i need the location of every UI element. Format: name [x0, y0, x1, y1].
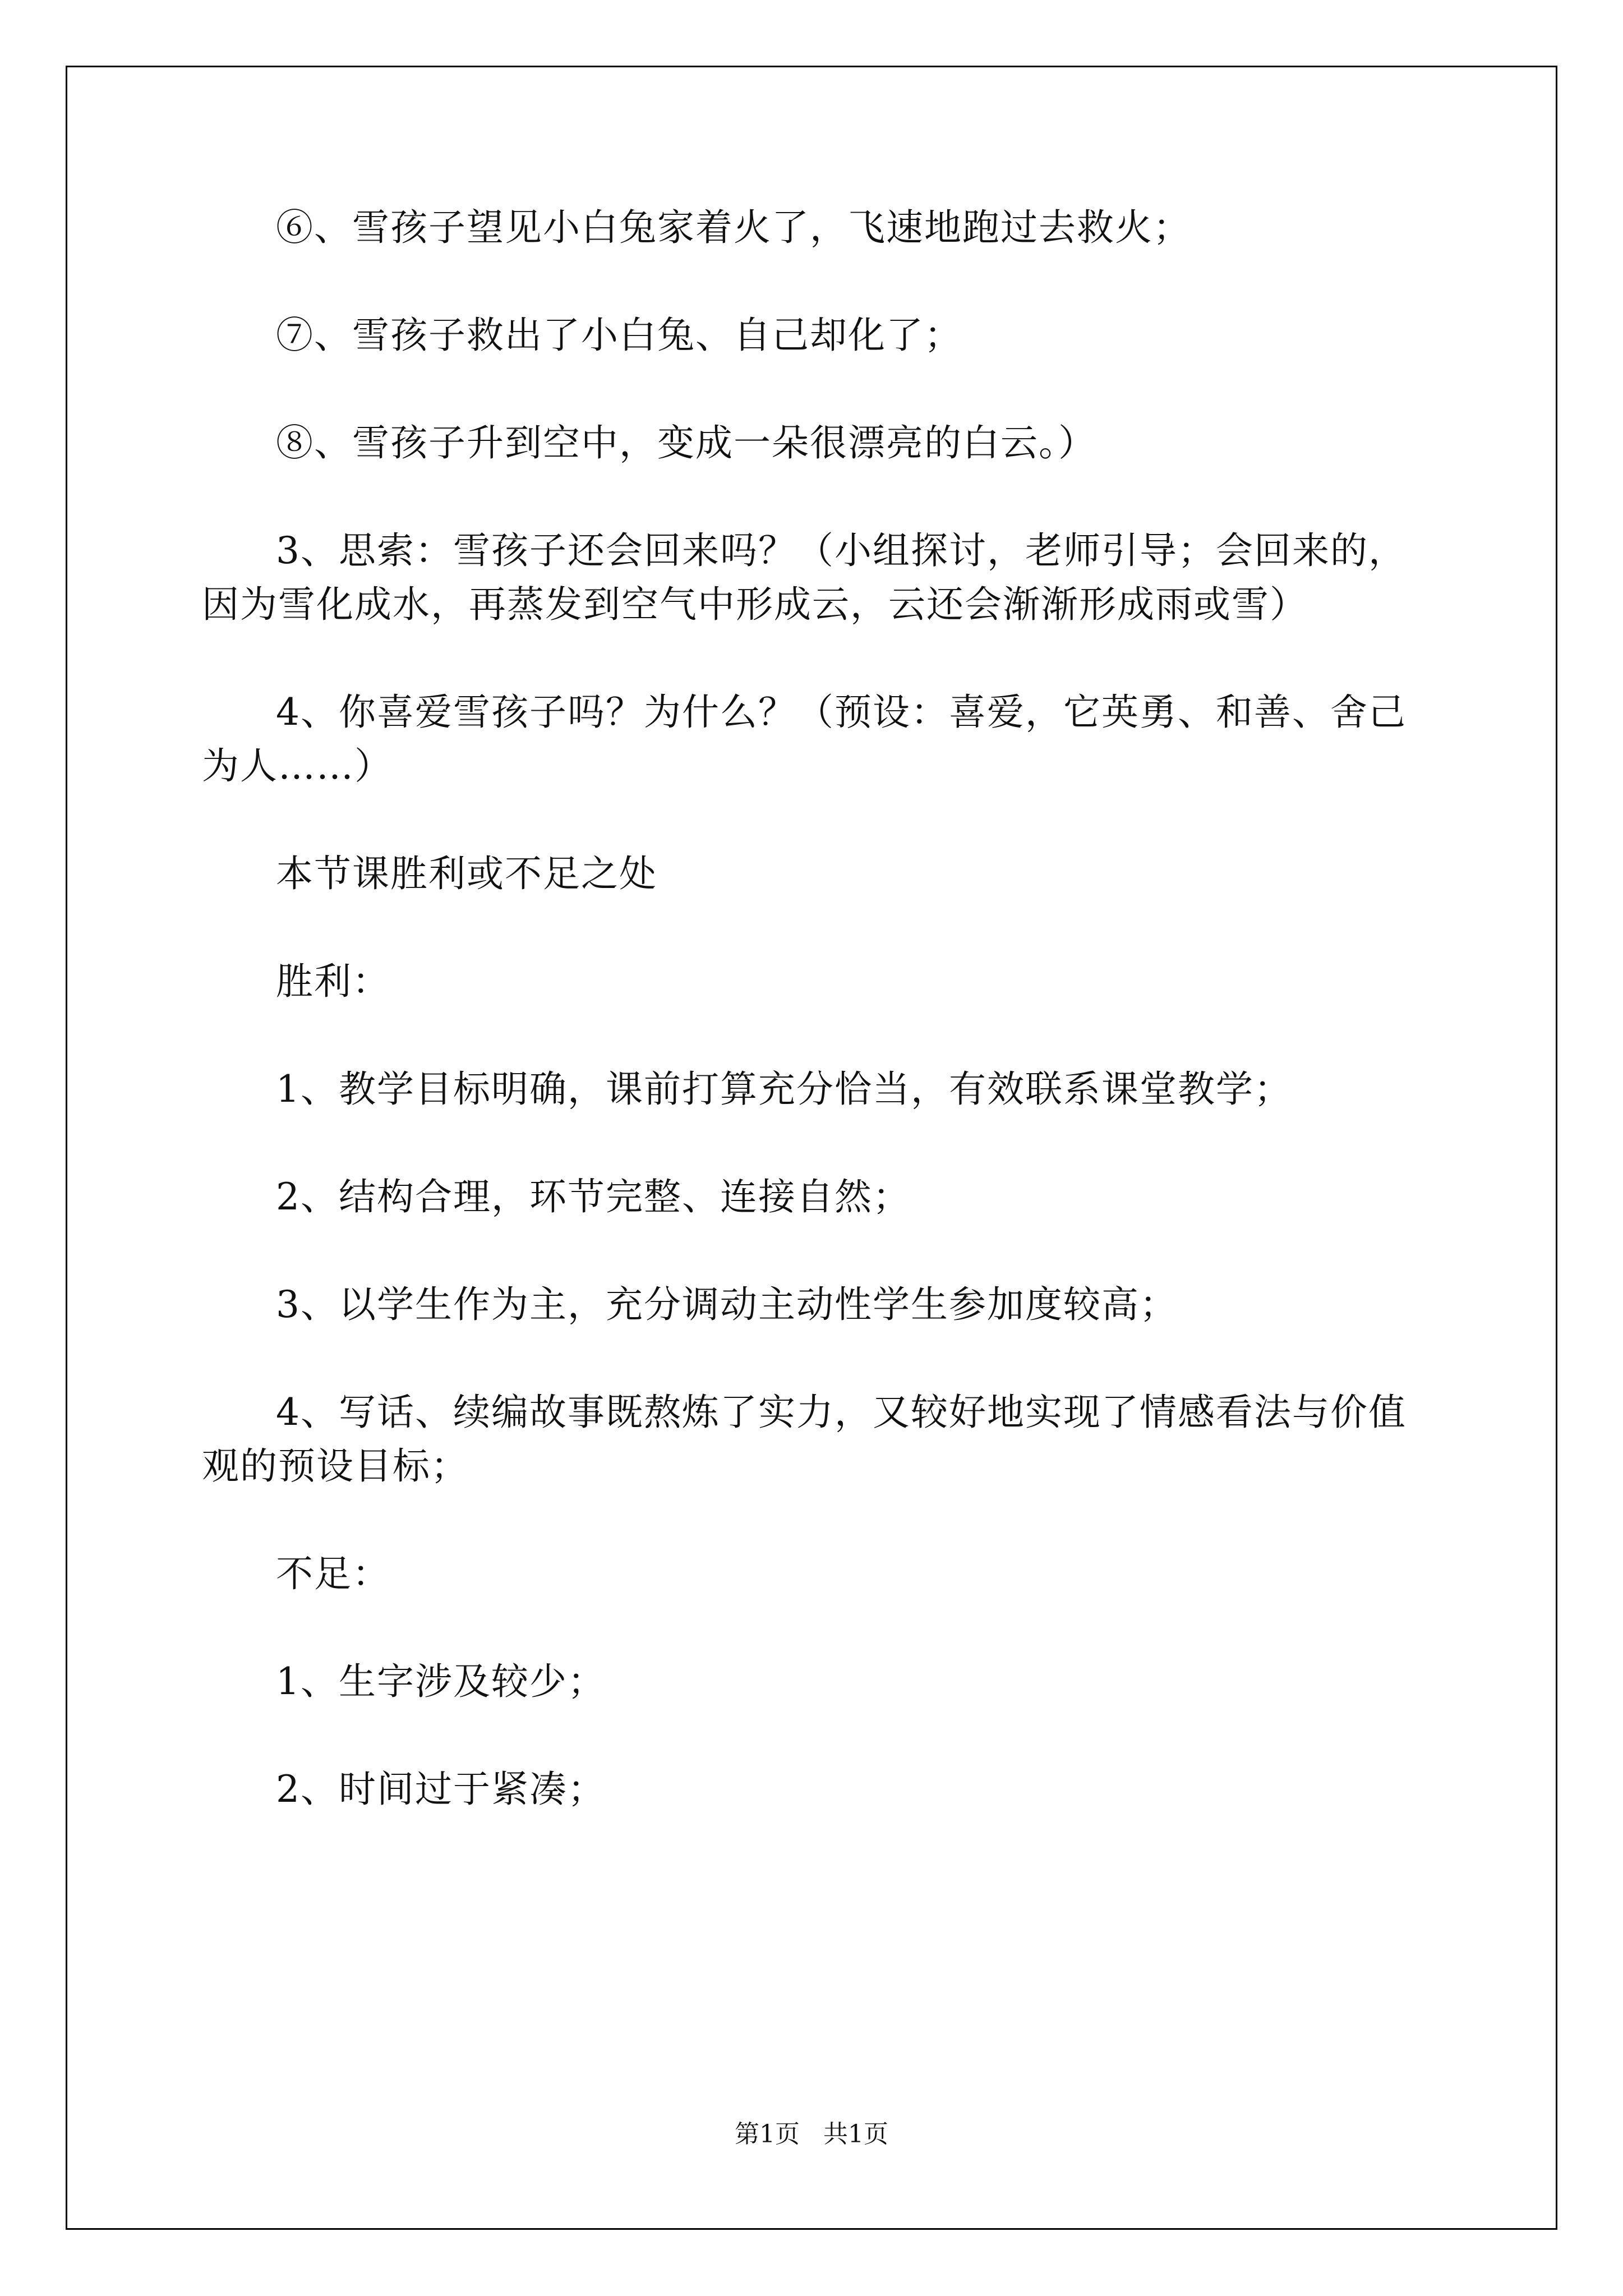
page-total: 共1页 [823, 2120, 888, 2148]
paragraph: 2、结构合理，环节完整、连接自然； [276, 1175, 911, 1218]
page-number: 第1页 [735, 2120, 800, 2148]
document-body [202, 201, 1436, 1816]
paragraph: ⑧、雪孩子升到空中，变成一朵很漂亮的白云。） [276, 421, 1096, 464]
paragraph: ⑦、雪孩子救出了小白兔、自己却化了； [276, 314, 962, 357]
paragraph: 1、生字涉及较少； [276, 1660, 606, 1703]
paragraph: 1、教学目标明确，课前打算充分恰当，有效联系课堂教学； [276, 1068, 1292, 1111]
page-footer [0, 2114, 1623, 2150]
paragraph: 3、思索：雪孩子还会回来吗？（小组探讨，老师引导；会回来的，因为雪化成水，再蒸发到空气中形成云，云还会渐渐形成雨或雪） [202, 529, 1407, 626]
subheading-success: 胜利： [276, 960, 390, 1003]
paragraph: 3、以学生作为主，充分调动主动性学生参加度较高； [276, 1283, 1178, 1326]
paragraph: 4、写话、续编故事既熬炼了实力，又较好地实现了情感看法与价值观的预设目标； [202, 1391, 1407, 1488]
paragraph: 4、你喜爱雪孩子吗？为什么？（预设：喜爱，它英勇、和善、舍己为人……） [202, 691, 1407, 788]
paragraph: 2、时间过于紧凑； [276, 1768, 606, 1811]
subheading-shortcomings: 不足： [276, 1552, 390, 1595]
paragraph: ⑥、雪孩子望见小白兔家着火了，飞速地跑过去救火； [276, 206, 1191, 249]
section-heading: 本节课胜利或不足之处 [276, 852, 657, 895]
